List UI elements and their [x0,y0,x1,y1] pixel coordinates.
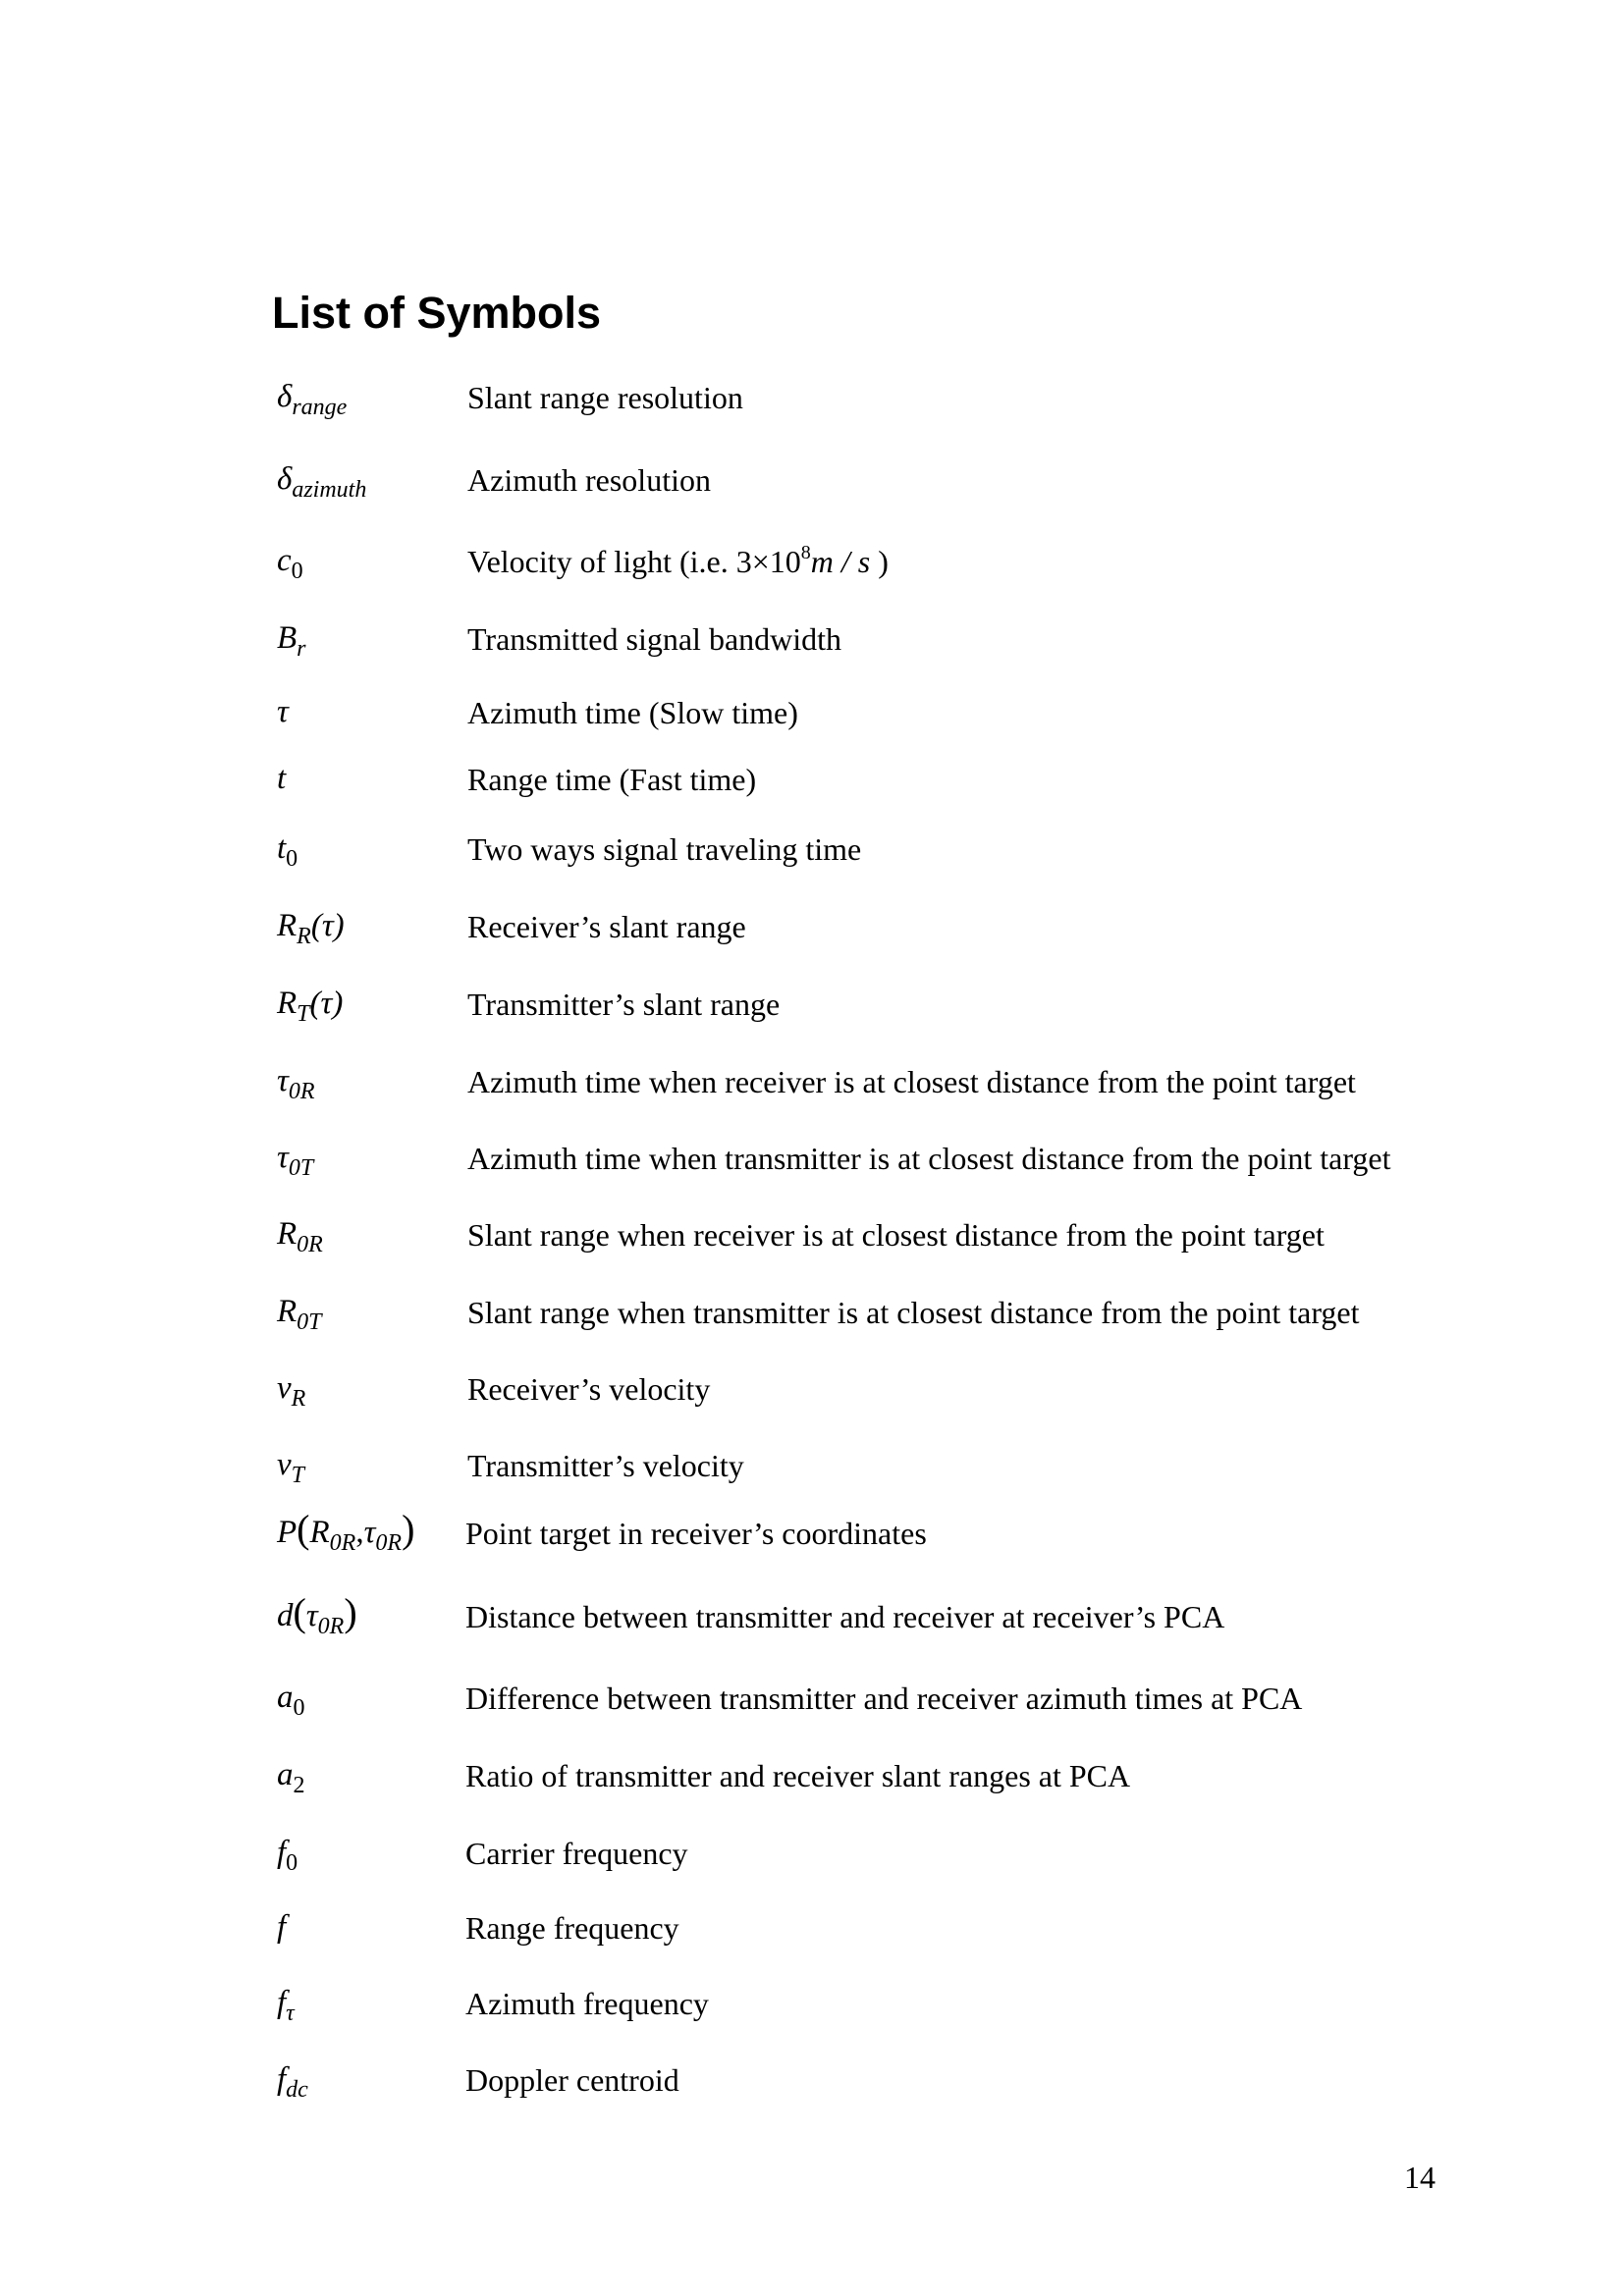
symbol: $R_T(\tau)$ [277,986,344,1027]
symbol: $v_R$ [277,1370,306,1412]
symbol-description: Two ways signal traveling time [467,831,862,867]
symbol: $R_{0R}$ [277,1216,323,1257]
symbol: $a_0$ [277,1680,305,1721]
symbol-row [0,1960,1624,2026]
symbol-row [0,596,1624,662]
symbol-description: Transmitter’s slant range [467,987,781,1022]
symbol-description: Velocity of light (i.e. $3\times 10^8m / s$ ) [467,542,889,579]
symbol-row [0,883,1624,949]
symbol-row [0,1810,1624,1876]
symbol: $v_T$ [277,1447,305,1488]
symbol-description: Azimuth time when receiver is at closest distance from the point target [467,1064,1356,1099]
symbol-row [0,806,1624,872]
symbol-description: Carrier frequency [465,1836,688,1871]
symbol-description: Azimuth time (Slow time) [467,695,798,730]
symbol-row [0,1574,1624,1639]
page-number: 14 [1404,2160,1435,2195]
symbol-row [0,1346,1624,1412]
symbol: $f_{dc}$ [277,2061,308,2103]
symbol-description: Azimuth resolution [467,462,711,498]
symbol: t [277,761,287,796]
symbol-description: Transmitted signal bandwidth [467,621,842,657]
symbol: $R_{0T}$ [277,1294,322,1335]
symbol: $d(\tau_{0R})$ [277,1590,357,1639]
symbol-row [0,961,1624,1027]
symbol: $\tau_{0T}$ [277,1140,314,1181]
symbol-description: Range frequency [465,1910,679,1946]
symbol: $t_0$ [277,830,298,872]
symbol: $B_r$ [277,620,306,662]
symbol-description: Doppler centroid [465,2062,679,2098]
symbol-row [0,1039,1624,1104]
symbol: $c_0$ [277,543,303,584]
symbol-row [0,1269,1624,1335]
symbol: $a_2$ [277,1757,305,1798]
symbol: τ [277,694,289,729]
symbol: $\delta_{azimuth}$ [277,461,367,503]
symbol-row [0,1422,1624,1488]
symbol-description: Receiver’s slant range [467,909,746,944]
symbol-description: Slant range when transmitter is at closest distance from the point target [467,1295,1360,1330]
symbol-row [0,354,1624,420]
symbol: f [277,1909,287,1945]
symbol: $f_\tau$ [277,1985,295,2026]
symbol: $\tau_{0R}$ [277,1063,315,1104]
symbol-description: Difference between transmitter and receiver azimuth times at PCA [465,1681,1303,1716]
symbol-description: Range time (Fast time) [467,762,757,797]
symbol: $R_R(\tau)$ [277,908,345,949]
symbol-row [0,518,1624,584]
symbol-row [0,669,1624,728]
symbol-description: Transmitter’s velocity [467,1448,744,1483]
symbol-row [0,437,1624,503]
symbol: $P(R_{0R},\tau_{0R})$ [277,1507,415,1556]
symbol-description: Ratio of transmitter and receiver slant ranges at PCA [465,1758,1131,1793]
symbol-description: Slant range resolution [467,380,743,415]
symbol: $\delta_{range}$ [277,379,348,420]
symbol-row [0,736,1624,795]
symbol-description: Receiver’s velocity [467,1371,711,1407]
symbol-description: Distance between transmitter and receiver at receiver’s PCA [465,1599,1225,1634]
symbol: $f_0$ [277,1835,298,1876]
symbol-row [0,1490,1624,1556]
page-title: List of Symbols [272,288,602,338]
symbol-description: Slant range when receiver is at closest distance from the point target [467,1217,1325,1253]
symbol-row [0,1885,1624,1944]
symbol-row [0,1655,1624,1721]
symbol-row [0,1733,1624,1798]
symbol-row [0,1115,1624,1181]
symbol-description: Azimuth frequency [465,1986,709,2021]
symbol-row [0,2037,1624,2103]
symbol-description: Point target in receiver’s coordinates [465,1516,927,1551]
symbol-row [0,1192,1624,1257]
symbol-description: Azimuth time when transmitter is at closest distance from the point target [467,1141,1391,1176]
